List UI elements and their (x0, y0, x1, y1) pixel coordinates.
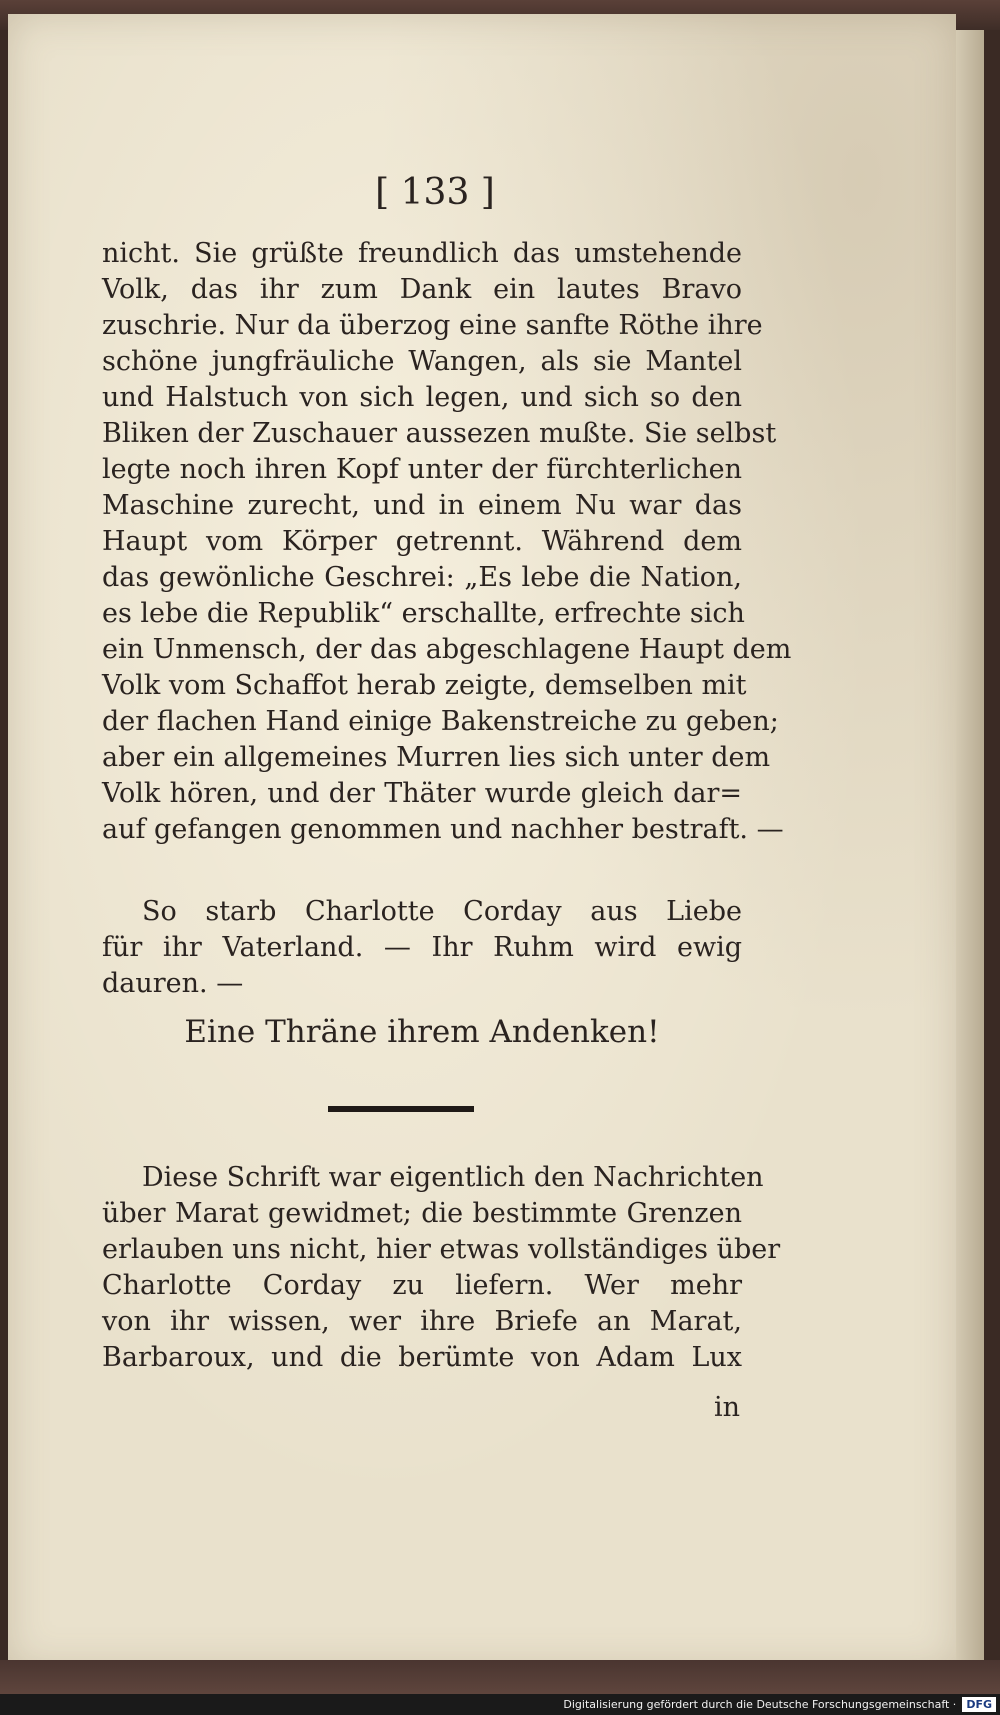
text-line: der flachen Hand einige Bakenstreiche zu geben; (102, 706, 779, 737)
page-edge (956, 30, 984, 1660)
paragraph-2 (102, 894, 742, 1002)
text-line: erlauben uns nicht, hier etwas vollständiges über (102, 1234, 781, 1265)
text-line: das gewönliche Geschrei: „Es lebe die Nation, (102, 562, 742, 593)
motto-line: Eine Thräne ihrem Andenken! (184, 1014, 660, 1050)
text-line: es lebe die Republik“ erschallte, erfrechte sich (102, 598, 745, 629)
text-line: Barbaroux, und die berümte von Adam Lux (102, 1342, 742, 1373)
digitization-footer (0, 1694, 1000, 1715)
text-line: auf gefangen genommen und nachher bestraft. — (102, 814, 784, 845)
text-line: Diese Schrift war eigentlich den Nachrichten (142, 1162, 764, 1193)
paragraph-1 (102, 236, 792, 848)
text-line: und Halstuch von sich legen, und sich so den (102, 382, 742, 413)
text-line: dauren. — (102, 968, 244, 999)
text-line: für ihr Vaterland. — Ihr Ruhm wird ewig (102, 932, 742, 963)
dfg-logo-icon: DFG (962, 1697, 996, 1712)
text-line: Volk hören, und der Thäter wurde gleich dar= (102, 778, 742, 809)
text-line: Volk vom Schaffot herab zeigte, demselben mit (102, 670, 747, 701)
text-line: von ihr wissen, wer ihre Briefe an Marat, (102, 1306, 742, 1337)
closing-paragraph (102, 1160, 781, 1376)
catchword: in (713, 1392, 740, 1423)
text-line: So starb Charlotte Corday aus Liebe (142, 896, 742, 927)
text-line: zuschrie. Nur da überzog eine sanfte Röthe ihre (102, 310, 763, 341)
text-line: Haupt vom Körper getrennt. Während dem (102, 526, 742, 557)
text-line: aber ein allgemeines Murren lies sich unter dem (102, 742, 771, 773)
text-line: Volk, das ihr zum Dank ein lautes Bravo (102, 274, 742, 305)
text-line: über Marat gewidmet; die bestimmte Grenzen (102, 1198, 742, 1229)
footer-credit: Digitalisierung gefördert durch die Deutsche Forschungsgemeinschaft · (563, 1698, 957, 1711)
text-line: nicht. Sie grüßte freundlich das umstehende (102, 238, 742, 269)
text-line: ein Unmensch, der das abgeschlagene Haupt dem (102, 634, 792, 665)
text-line: Maschine zurecht, und in einem Nu war das (102, 490, 742, 521)
text-line: Charlotte Corday zu liefern. Wer mehr (102, 1270, 742, 1301)
page-number: [ 133 ] (375, 172, 495, 213)
section-rule (328, 1106, 474, 1112)
text-line: Bliken der Zuschauer aussezen mußte. Sie selbst (102, 418, 777, 449)
text-line: schöne jungfräuliche Wangen, als sie Mantel (102, 346, 742, 377)
text-line: legte noch ihren Kopf unter der fürchterlichen (102, 454, 742, 485)
